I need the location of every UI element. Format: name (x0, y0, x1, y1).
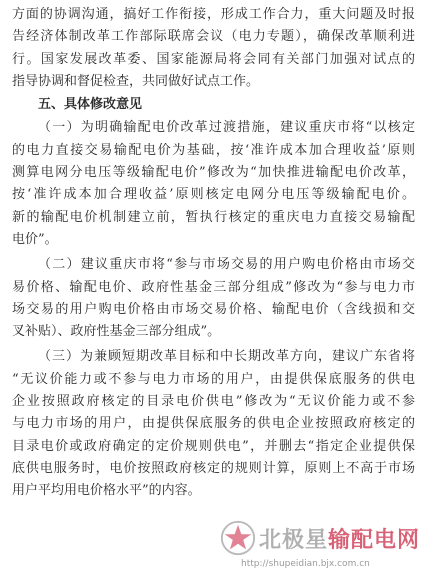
text-line: “无议价能力或不参与电力市场的用户，由提供保底服务的供电 (12, 371, 415, 387)
text-line: 易价格、输配电价、政府性基金三部分组成”修改为“参与电力市 (12, 279, 415, 295)
text-line: 底供电服务时，电价按照政府核定的规则计算，原则上不高于市场 (12, 460, 415, 476)
text-line: 方面的协调沟通，搞好工作衔接，形成工作合力，重大问题及时报 (12, 7, 415, 22)
watermark-url: http://shupeidian.bjx.com.cn (241, 559, 370, 569)
text-line: 叉补贴）、政府性基金三部分组成”。 (12, 324, 221, 340)
text-line: 电价”。 (12, 231, 58, 247)
text-line: 目录电价或政府确定的定价规则供电”，并删去“指定企业提供保 (12, 438, 415, 454)
text-line: 行。国家发展改革委、国家能源局将会同有关部门加强对试点的 (12, 51, 415, 67)
text-line: 按‘准许成本加合理收益’原则核定电网分电压等级输配电价。 (12, 187, 415, 203)
paragraph-3 (12, 346, 415, 502)
text-line: 测算电网分电压等级输配电价”修改为“加快推进输配电价改革， (12, 165, 415, 181)
text-line: （二）建议重庆市将“参与市场交易的用户购电价格由市场交 (38, 257, 415, 273)
text-line: 与电力市场的用户，由提供保底服务的供电企业按照政府核定的 (12, 416, 415, 432)
watermark-brand-gray: 北极星 (259, 528, 329, 553)
section-heading: 五、具体修改意见 (38, 97, 143, 113)
paragraph-1 (12, 117, 415, 251)
text-line: 指导协调和督促检查，共同做好试点工作。 (12, 73, 260, 89)
text-line: 企业按照政府核定的目录电价供电”修改为“无议价能力或不参 (12, 394, 415, 410)
text-line: 新的输配电价机制建立前，暂执行核定的重庆电力直接交易输配 (12, 209, 415, 225)
text-line: 用户平均用电价格水平”的内容。 (12, 483, 201, 499)
text-line: （三）为兼顾短期改革目标和中长期改革方向，建议广东省将 (38, 349, 415, 365)
text-line: 场交易的用户购电价格由市场交易价格、输配电价（含线损和交 (12, 301, 415, 317)
paragraph-2 (12, 254, 415, 343)
text-line: （一）为明确输配电价改革过渡措施，建议重庆市将“以核定 (38, 120, 415, 136)
watermark-brand-red: 输配电网 (328, 528, 421, 553)
paragraph-top (12, 4, 415, 93)
text-line: 的电力直接交易输配电价为基础，按‘准许成本加合理收益’原则 (12, 142, 415, 158)
text-line: 告经济体制改革工作部际联席会议（电力专题），确保改革顺利进 (12, 29, 415, 45)
